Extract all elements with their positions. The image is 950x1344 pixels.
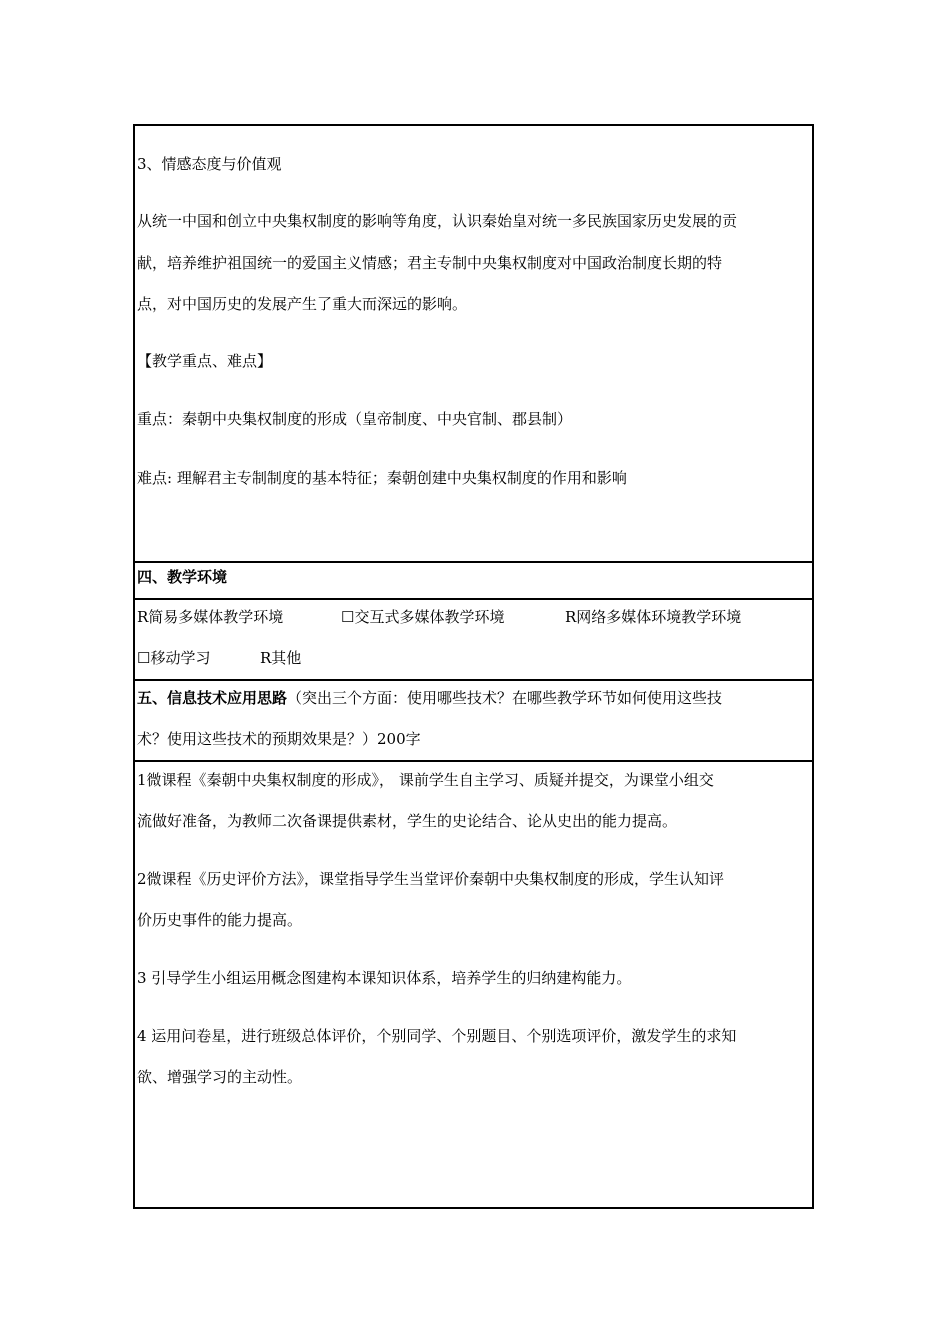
env-option-mobile-learning: ☐移动学习	[137, 649, 211, 667]
key-difficult-heading: 【教学重点、难点】	[137, 352, 273, 370]
it-application-title-bold: 五、信息技术应用思路	[137, 689, 288, 707]
env-option-network-multimedia: R网络多媒体环境教学环境	[565, 608, 742, 626]
it-application-title	[137, 688, 722, 708]
item-4-line-1: 4 运用问卷星，进行班级总体评价，个别同学、个别题目、个别选项评价，激发学生的求知	[137, 1027, 737, 1045]
it-application-title-note: （突出三个方面：使用哪些技术？在哪些教学环节如何使用这些技	[287, 689, 723, 707]
divider	[135, 598, 812, 600]
affective-paragraph-line-1: 从统一中国和创立中央集权制度的影响等角度，认识秦始皇对统一多民族国家历史发展的贡	[137, 212, 738, 230]
lesson-plan-table	[133, 124, 814, 1209]
divider	[135, 561, 812, 563]
item-1-line-1: 1微课程《秦朝中央集权制度的形成》， 课前学生自主学习、质疑并提交，为课堂小组交	[137, 771, 714, 789]
key-point: 重点：秦朝中央集权制度的形成（皇帝制度、中央官制、郡县制）	[137, 410, 573, 428]
item-3: 3 引导学生小组运用概念图建构本课知识体系，培养学生的归纳建构能力。	[137, 969, 632, 987]
affective-paragraph-line-2: 献，培养维护祖国统一的爱国主义情感；君主专制中央集权制度对中国政治制度长期的特	[137, 254, 723, 272]
env-option-other: R其他	[260, 649, 302, 667]
divider	[135, 760, 812, 762]
item-4-line-2: 欲、增强学习的主动性。	[137, 1068, 303, 1086]
affective-heading: 3、情感态度与价值观	[137, 155, 282, 173]
item-2-line-1: 2微课程《历史评价方法》，课堂指导学生当堂评价秦朝中央集权制度的形成，学生认知评	[137, 870, 725, 888]
env-option-interactive-multimedia: ☐交互式多媒体教学环境	[341, 608, 505, 626]
env-option-simple-multimedia: R简易多媒体教学环境	[137, 608, 284, 626]
item-1-line-2: 流做好准备，为教师二次备课提供素材，学生的史论结合、论从史出的能力提高。	[137, 812, 678, 830]
difficult-point: 难点: 理解君主专制制度的基本特征；秦朝创建中央集权制度的作用和影响	[137, 469, 627, 487]
item-2-line-2: 价历史事件的能力提高。	[137, 911, 303, 929]
it-application-title-line-2: 术？使用这些技术的预期效果是？）200字	[137, 730, 421, 748]
divider	[135, 679, 812, 681]
affective-paragraph-line-3: 点，对中国历史的发展产生了重大而深远的影响。	[137, 295, 468, 313]
teaching-environment-title: 四、教学环境	[137, 568, 228, 586]
